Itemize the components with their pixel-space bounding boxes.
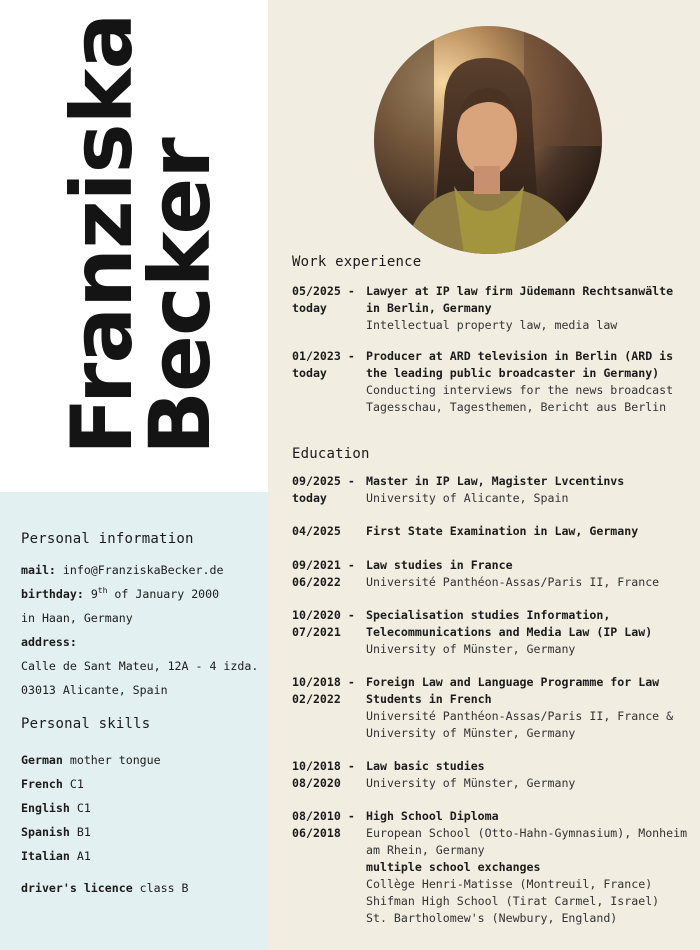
- mail-line: [21, 562, 223, 579]
- portrait-photo: [374, 26, 602, 254]
- personal-info-heading: Personal information: [21, 531, 194, 547]
- address-line-2: 03013 Alicante, Spain: [21, 683, 168, 697]
- mail-value: info@FranziskaBecker.de: [62, 563, 224, 577]
- skill-item: German mother tongue: [21, 753, 161, 767]
- entry-dates: 05/2025 - today: [292, 284, 355, 315]
- entry-dates: 01/2023 - today: [292, 349, 355, 380]
- last-name: Becker: [131, 138, 229, 455]
- skill-item: English C1: [21, 801, 91, 815]
- birthday-rest: of January 2000: [107, 587, 220, 601]
- birthday-line: [21, 586, 219, 603]
- education-heading: Education: [292, 446, 370, 462]
- mail-label: mail:: [21, 563, 56, 577]
- skill-item: Italian A1: [21, 849, 91, 863]
- skill-item: Spanish B1: [21, 825, 91, 839]
- address-line-1: Calle de Sant Mateu, 12A - 4 izda.: [21, 659, 259, 673]
- birthday-suffix: th: [97, 586, 108, 596]
- personal-skills-heading: Personal skills: [21, 716, 151, 732]
- entry-desc: Intellectual property law, media law: [366, 318, 618, 332]
- first-name: Franziska: [53, 13, 151, 455]
- work-heading: Work experience: [292, 254, 422, 270]
- birthplace-line: in Haan, Germany: [21, 611, 133, 625]
- birthday-day: 9: [90, 587, 98, 601]
- entry-desc: Conducting interviews for the news broadcast Tagesschau, Tagesthemen, Bericht aus Berlin: [366, 383, 674, 414]
- skill-item: French C1: [21, 777, 84, 791]
- licence-line: driver's licence class B: [21, 881, 189, 895]
- entry-title: Lawyer at IP law firm Jüdemann Rechtsanwälte in Berlin, Germany: [366, 284, 674, 315]
- name-heading: [53, 13, 229, 455]
- address-label: address:: [21, 635, 77, 649]
- entry-title: Producer at ARD television in Berlin (ARD is the leading public broadcaster in Germany): [366, 349, 674, 380]
- birthday-label: birthday:: [21, 587, 84, 601]
